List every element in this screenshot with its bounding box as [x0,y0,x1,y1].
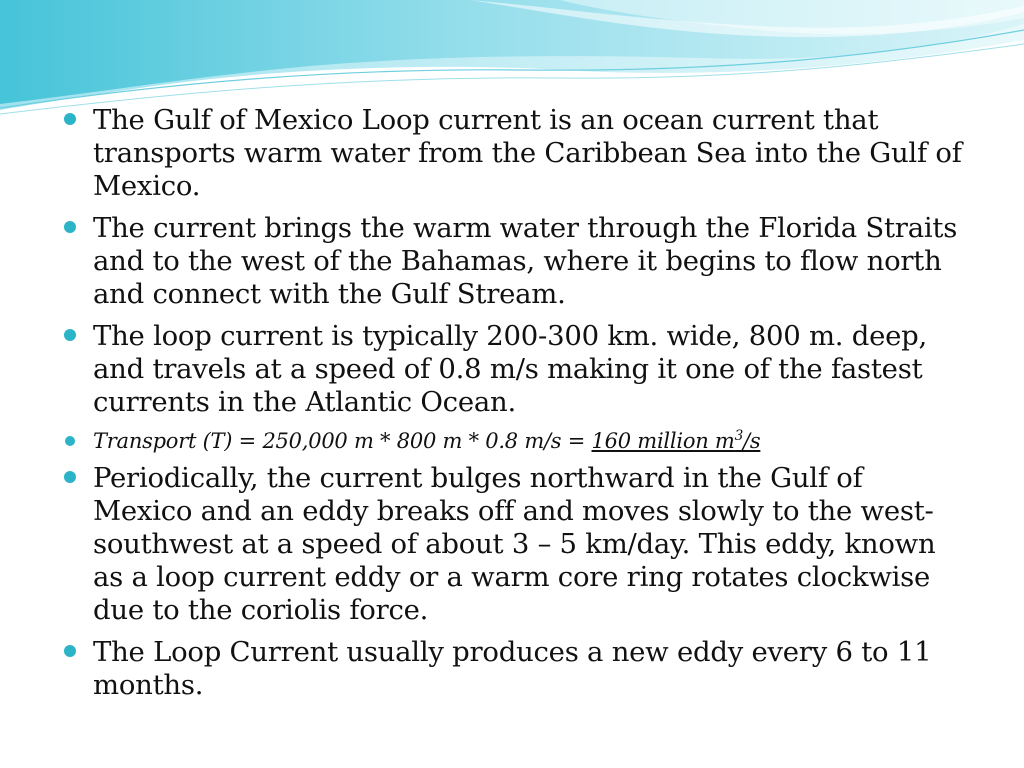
formula-result-exponent: 3 [734,428,744,444]
bullet-dot-icon [64,113,76,125]
bullet-dot-icon [64,221,76,233]
bullet-dot-icon [65,436,75,446]
formula-result-unit: /s [743,429,761,453]
bullet-item-transport-formula [60,428,970,455]
bullet-item-eddy [60,462,970,627]
bullet-text: The Gulf of Mexico Loop current is an ocean current that transports warm water from the Caribbean Sea into the Gulf of Mexico. [93,104,962,202]
bullet-text: The current brings the warm water through the Florida Straits and to the west of the Bahamas, where it begins to flow north and connect with the Gulf Stream. [93,212,958,310]
bullet-list [60,104,970,702]
bullet-dot-icon [64,471,76,483]
bullet-dot-icon [64,329,76,341]
bullet-item-eddy-frequency [60,636,970,702]
bullet-item-florida-straits [60,212,970,311]
bullet-item-dimensions [60,320,970,419]
formula-result [592,429,761,453]
formula-result-value: 160 million m [591,429,735,453]
bullet-text: The loop current is typically 200-300 km. wide, 800 m. deep, and travels at a speed of 0.8 m/s making it one of the fastest currents in the Atlantic Ocean. [93,320,928,418]
formula-text: Transport (T) = 250,000 m * 800 m * 0.8 m/s = [93,429,592,453]
bullet-dot-icon [64,645,76,657]
slide-content [60,104,970,711]
wave-header-decoration [0,0,1024,120]
bullet-item-loop-current [60,104,970,203]
bullet-text: Periodically, the current bulges northward in the Gulf of Mexico and an eddy breaks off and moves slowly to the west-southwest at a speed of about 3 – 5 km/day. This eddy, known as a loop current eddy or a warm core ring rotates clockwise due to the coriolis force. [93,462,936,626]
bullet-text: The Loop Current usually produces a new eddy every 6 to 11 months. [93,636,932,701]
